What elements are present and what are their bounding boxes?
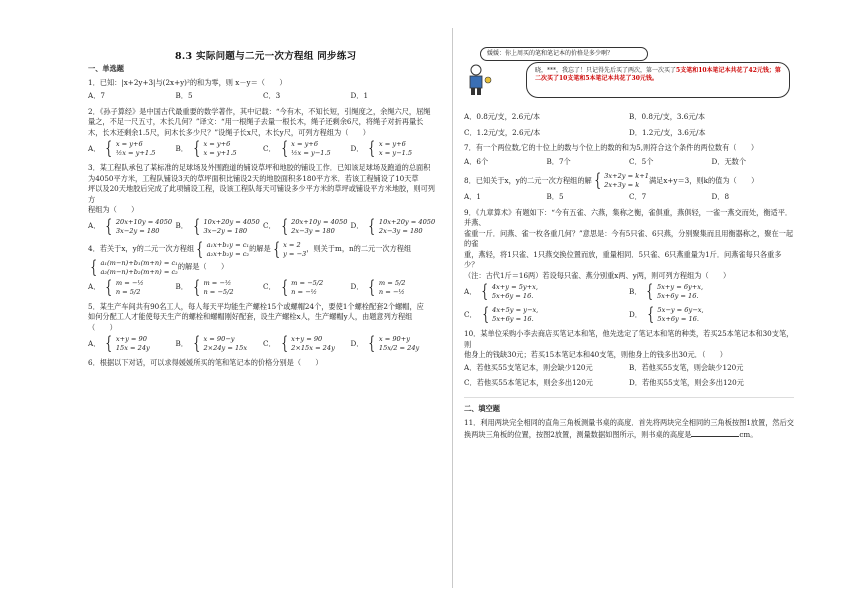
q9-a-eq1: 4x+y = 5y+x, <box>491 283 538 291</box>
q3-d-label: D． <box>350 221 364 231</box>
question-11 <box>464 418 794 440</box>
q6-options-row-2 <box>464 128 794 139</box>
q2-b-eq2: x = y+1.5 <box>203 149 237 157</box>
q10-option-b[interactable]: B．若他买55支笔，则会缺少120元 <box>629 362 744 372</box>
question-2 <box>88 107 438 139</box>
q5-a-eq2: 15x = 24y <box>115 344 150 352</box>
q4-sys-a-eq2: a₂x+b₂y = c₂ <box>206 249 250 258</box>
answer-text-1: 晓，***，我忘了！只记得先后买了两次，第一次买了 <box>535 67 677 74</box>
q5-line-1: 5．某生产车间共有90名工人，每人每天平均能生产螺栓15个或螺帽24个，要使1个螺栓配套2个螺帽，应 <box>88 301 424 311</box>
question-8 <box>464 172 794 190</box>
q2-c-eq1: x = y+6 <box>291 140 319 148</box>
q8-options <box>464 192 794 203</box>
q4-option-d[interactable] <box>350 276 439 298</box>
q9-c-eq2: 5x+6y = 16. <box>492 315 534 323</box>
q4-c-eq1: m = −5/2 <box>291 278 324 287</box>
brace-icon: { <box>280 276 288 298</box>
q3-a-label: A． <box>88 221 101 231</box>
brace-icon: { <box>368 138 376 159</box>
q8-text-2: 满足x+y＝3，则k的值为（ ） <box>648 175 759 185</box>
q2-c-label: C． <box>263 143 276 153</box>
q8-option-a[interactable]: A．1 <box>464 192 481 201</box>
question-9 <box>464 208 794 282</box>
q3-options <box>88 215 438 237</box>
q8-text-1: 8．已知关于x，y的二元一次方程组的解 <box>464 175 592 185</box>
q4-d-eq2: n = −½ <box>378 287 405 296</box>
q9-d-eq1: 5x−y = 6y−x, <box>657 306 704 314</box>
q5-c-eq1: x+y = 90 <box>291 335 323 343</box>
q6-option-c[interactable]: C．1.2元/支，2.6元/本 <box>464 127 541 137</box>
q2-a-label: A． <box>88 143 101 153</box>
q5-option-d[interactable] <box>351 335 439 353</box>
q4-a-label: A． <box>88 282 101 292</box>
q3-d-eq2: 2x−3y = 180 <box>378 226 423 235</box>
column-divider <box>452 28 453 588</box>
q4-option-b[interactable] <box>175 276 264 298</box>
q5-d-eq2: 15x/2 = 24y <box>378 344 420 352</box>
q4-sys-b-eq1: a₁(m−n)+b₁(m+n) = c₁ <box>100 258 178 267</box>
q10-option-d[interactable]: D．若他买55支笔，则会多出120元 <box>629 378 744 387</box>
q9-line-4: （注：古代1斤＝16两）若设每只雀、燕分别重x两、y两，则可列方程组为（ ） <box>464 270 731 280</box>
q5-a-label: A． <box>88 338 101 348</box>
question-4 <box>88 238 438 278</box>
q6-options-row-1 <box>464 112 794 123</box>
q3-d-eq1: 10x+20y = 4050 <box>378 217 436 226</box>
q1-option-c[interactable]: C．3 <box>263 91 281 100</box>
q6-option-b[interactable]: B．0.8元/支，3.6元/本 <box>629 112 706 121</box>
q2-option-a[interactable] <box>88 140 176 158</box>
q7-option-d[interactable]: D．无数个 <box>711 156 747 166</box>
q5-c-label: C． <box>263 338 276 348</box>
q9-option-a[interactable] <box>464 283 629 301</box>
brace-icon: { <box>105 333 113 354</box>
q9-line-1: 9．《九章算术》有题如下：“今有五雀、六燕，集称之衡，雀俱重，燕俱轻，一雀一燕交而处，衡适平．并燕、 <box>464 207 793 227</box>
q4-b-eq1: m = −½ <box>203 278 232 287</box>
q2-option-d[interactable] <box>351 140 439 158</box>
left-column <box>88 62 438 372</box>
brace-icon: { <box>193 215 201 237</box>
q4-option-c[interactable] <box>263 276 351 298</box>
q8-option-c[interactable]: C．7 <box>629 192 647 201</box>
q5-option-b[interactable] <box>176 335 264 353</box>
q9-d-label: D． <box>629 309 642 319</box>
brace-icon: { <box>193 138 201 159</box>
q5-a-eq1: x+y = 90 <box>115 335 147 343</box>
q3-a-eq2: 3x−2y = 180 <box>115 226 160 235</box>
q5-options <box>88 335 438 353</box>
dialogue-illustration <box>460 44 800 106</box>
q5-line-2: 如何分配工人才能使每天生产的螺栓和螺帽刚好配套，设生产螺栓x人，生产螺帽y人，由题意列方程组 <box>88 312 413 321</box>
q4-option-a[interactable] <box>88 276 176 298</box>
q9-c-label: C． <box>464 309 477 319</box>
q2-c-eq2: ½x = y−1.5 <box>291 149 331 157</box>
q8-eq2: 2x+3y = k <box>604 181 640 189</box>
q3-c-eq1: 20x+10y = 4050 <box>291 217 348 226</box>
brace-icon: { <box>193 276 201 298</box>
q2-a-eq1: x = y+6 <box>115 140 143 148</box>
q5-b-label: B． <box>175 338 188 348</box>
q1-option-b[interactable]: B．5 <box>175 91 193 100</box>
q2-d-label: D． <box>350 143 364 153</box>
q2-d-eq2: x = y−1.5 <box>378 149 413 157</box>
q2-option-b[interactable] <box>176 140 264 158</box>
q9-b-eq1: 5x+y = 6y+x, <box>656 283 704 291</box>
q2-line-3: 木，长木还剩余1.5尺，问木长多少尺？”设绳子长x尺，木长y尺，可列方程组为（ ） <box>88 127 370 137</box>
page-title: 8.3 实际问题与二元一次方程组 同步练习 <box>175 51 357 62</box>
q7-option-a[interactable]: A．6个 <box>464 156 489 166</box>
q7-option-b[interactable]: B．7个 <box>546 156 571 166</box>
right-column <box>464 110 794 440</box>
q5-d-label: D． <box>350 338 364 348</box>
speech-bubble-answer <box>526 62 790 98</box>
q6-option-d[interactable]: D．1.2元/支，3.6元/本 <box>629 127 706 137</box>
q2-option-c[interactable] <box>263 140 351 158</box>
q1-option-a[interactable]: A．7 <box>88 91 105 100</box>
q2-b-eq1: x = y+6 <box>203 140 231 148</box>
q4-sys-b-eq2: a₂(m−n)+b₂(m+n) = c₂ <box>100 267 178 276</box>
answer-text-2: 5支笔和10本笔记本共花了42元钱；第二次买了10支笔和5本笔记本共花了30元钱。 <box>535 67 781 82</box>
brace-icon: { <box>272 238 280 260</box>
question-1: 1．已知：|x+2y+3|与(2x+y)²的和为零，则 x－y＝（ ） <box>88 77 287 87</box>
q5-b-eq2: 2×24y = 15x <box>203 344 248 352</box>
q5-d-eq1: x = 90+y <box>378 335 410 343</box>
brace-icon: { <box>280 333 288 354</box>
brace-icon: { <box>593 170 601 191</box>
q8-eq1: 3x+2y = k+1 <box>604 172 649 180</box>
q10-option-a[interactable]: A．若他买55支笔记本，则会缺少120元 <box>464 362 593 372</box>
question-3 <box>88 163 438 216</box>
section-fill-in: 二、填空题 <box>464 397 794 415</box>
brace-icon: { <box>646 281 654 302</box>
q4-options <box>88 276 438 298</box>
q9-a-eq2: 5x+6y = 16. <box>491 292 534 300</box>
q10-options-row-1 <box>464 363 794 374</box>
q1-options <box>88 91 438 102</box>
q4-sol-y: y = −3 <box>283 249 307 258</box>
q3-option-c[interactable] <box>263 215 351 237</box>
brace-icon: { <box>280 215 288 237</box>
q4-sol-x: x = 2 <box>283 240 301 249</box>
q5-line-3: （ ） <box>88 322 117 332</box>
brace-icon: { <box>90 256 98 278</box>
q3-c-eq2: 2x−3y = 180 <box>291 226 335 235</box>
q3-b-label: B． <box>175 221 188 231</box>
question-6: 6．根据以下对话，可以求得媛媛所买的笔和笔记本的价格分别是（ ） <box>88 358 323 367</box>
q9-option-b[interactable] <box>629 283 794 301</box>
q6-option-a[interactable]: A．0.8元/支，2.6元/本 <box>464 112 541 121</box>
q11-answer-blank[interactable] <box>691 429 739 437</box>
q2-line-1: 2．《孙子算经》是中国古代最重要的数学著作，其中记载：“今有木，不知长短，引绳度之，余绳六尺，屈绳 <box>88 106 431 116</box>
brace-icon: { <box>481 304 489 325</box>
q11-line-1: 11．利用两块完全相同的直角三角板测量书桌的高度．首先将两块完全相同的三角板按图1放置，然后交 <box>464 418 794 427</box>
brace-icon: { <box>105 215 113 237</box>
q3-line-1: 3．某工程队承包了某标准的足球场及外围跑道的铺设草坪和地胶的铺设工作．已知该足球场及跑道的总面积 <box>88 163 431 172</box>
brace-icon: { <box>105 276 113 298</box>
section-single-choice: 一、单选题 <box>88 64 124 73</box>
q4-d-label: D． <box>350 282 364 292</box>
brace-icon: { <box>280 138 288 159</box>
speech-bubble-question: 媛媛：你上周买的笔和笔记本的价格是多少啊？ <box>480 47 648 61</box>
q9-option-c[interactable] <box>464 306 629 324</box>
q5-c-eq2: 2×15x = 24y <box>291 344 335 352</box>
q1-option-d[interactable]: D．1 <box>350 91 369 100</box>
q10-line-1: 10．某单位采购小李去商店买笔记本和笔，他先选定了笔记本和笔的种类，若买25本笔记本和30支笔，则 <box>464 329 794 349</box>
q9-b-eq2: 5x+6y = 16. <box>656 292 699 300</box>
q4-text-2: ，则关于m，n的二元一次方程组 <box>306 244 412 254</box>
student-figure-icon <box>464 56 492 96</box>
q4-c-eq2: n = −½ <box>291 287 318 296</box>
q9-a-label: A． <box>464 286 477 296</box>
q9-line-3: 重，燕轻，将1只雀、1只燕交换位置而放，重量相同．5只雀、6只燕重量为1斤．问燕雀每只各重多少？ <box>464 249 782 269</box>
q3-option-b[interactable] <box>175 215 264 237</box>
q4-a-eq2: n = 5/2 <box>115 287 141 296</box>
q3-line-3: 坪以及20天地胶后完成了此项铺设工程，设该工程队每天可铺设多少平方米的草坪或铺设平方米地胶，则可列方 <box>88 184 435 204</box>
q2-d-eq1: x = y+6 <box>378 140 406 148</box>
q9-option-d[interactable] <box>629 306 794 324</box>
q3-option-a[interactable] <box>88 215 176 237</box>
question-7: 7．有一个两位数,它的十位上的数与个位上的数的和为5,则符合这个条件的两位数有（ ） <box>464 143 759 152</box>
question-10 <box>464 329 794 361</box>
brace-icon: { <box>193 333 201 354</box>
brace-icon: { <box>481 281 489 302</box>
q3-line-2: 为4050平方米，工程队铺设3天的草坪面积比铺设2天的地胶面积多180平方米．若该工程铺设了10天草 <box>88 173 419 183</box>
q7-options <box>464 157 794 168</box>
q10-options-row-2 <box>464 378 794 389</box>
q4-b-label: B． <box>175 282 188 292</box>
q10-line-2: 他身上的钱缺30元；若买15本笔记本和40支笔，则他身上的钱多出30元．（ ） <box>464 350 727 359</box>
q5-b-eq1: x = 90−y <box>203 335 235 343</box>
q4-a-eq1: m = −½ <box>115 278 144 287</box>
q2-line-2: 量之，不足一尺五寸，木长几何？”译文：“用一根绳子去量一根长木，绳子还剩余6尺，将绳子对折再量长 <box>88 117 424 126</box>
q3-a-eq1: 20x+10y = 4050 <box>115 217 173 226</box>
q9-b-label: B． <box>629 286 642 296</box>
q7-option-c[interactable]: C．5个 <box>629 156 654 166</box>
question-5 <box>88 302 438 334</box>
q11-line-2: 换两块三角板的位置，按图2放置，测量数据如图所示，则书桌的高度是 <box>464 429 692 439</box>
brace-icon: { <box>368 333 376 354</box>
q4-b-eq2: n = −5/2 <box>203 287 234 296</box>
q10-option-c[interactable]: C．若他买55本笔记本，则会多出120元 <box>464 378 593 387</box>
q2-a-eq2: ½x = y+1.5 <box>115 149 156 157</box>
q2-options <box>88 140 438 158</box>
brace-icon: { <box>105 138 113 159</box>
q8-option-d[interactable]: D．8 <box>711 192 730 201</box>
q4-text-3: 的解是（ ） <box>177 262 229 272</box>
q9-line-2: 雀重一斤．问燕、雀一枚各重几何？”意思是：今有5只雀、6只燕，分别聚集而且用衡器称之，聚在一起的雀 <box>464 228 794 248</box>
q9-options-row-2 <box>464 306 794 324</box>
q9-d-eq2: 5x+6y = 16. <box>657 315 699 323</box>
brace-icon: { <box>368 276 376 298</box>
q5-option-a[interactable] <box>88 335 176 353</box>
q3-c-label: C． <box>263 221 276 231</box>
brace-icon: { <box>647 304 655 325</box>
q9-options-row-1 <box>464 283 794 301</box>
q5-option-c[interactable] <box>263 335 351 353</box>
q4-c-label: C． <box>263 282 276 292</box>
q8-option-b[interactable]: B．5 <box>546 192 564 201</box>
q4-d-eq1: m = 5/2 <box>378 278 406 287</box>
q4-sys-a-eq1: a₁x+b₁y = c₁ <box>206 240 250 249</box>
q3-b-eq2: 3x−2y = 180 <box>203 226 248 235</box>
brace-icon: { <box>368 215 376 237</box>
brace-icon: { <box>196 238 204 260</box>
q2-b-label: B． <box>175 143 188 153</box>
q9-c-eq1: 4x+5y = y−x, <box>492 306 539 314</box>
q11-unit: cm。 <box>739 429 758 439</box>
q4-text-1: 4．若关于x，y的二元一次方程组 <box>88 244 195 254</box>
q3-line-4: 程组为（ ） <box>88 205 139 214</box>
q4-text-mid: 的解是 <box>249 244 271 254</box>
q3-b-eq1: 10x+20y = 4050 <box>203 217 260 226</box>
q3-option-d[interactable] <box>350 215 439 237</box>
